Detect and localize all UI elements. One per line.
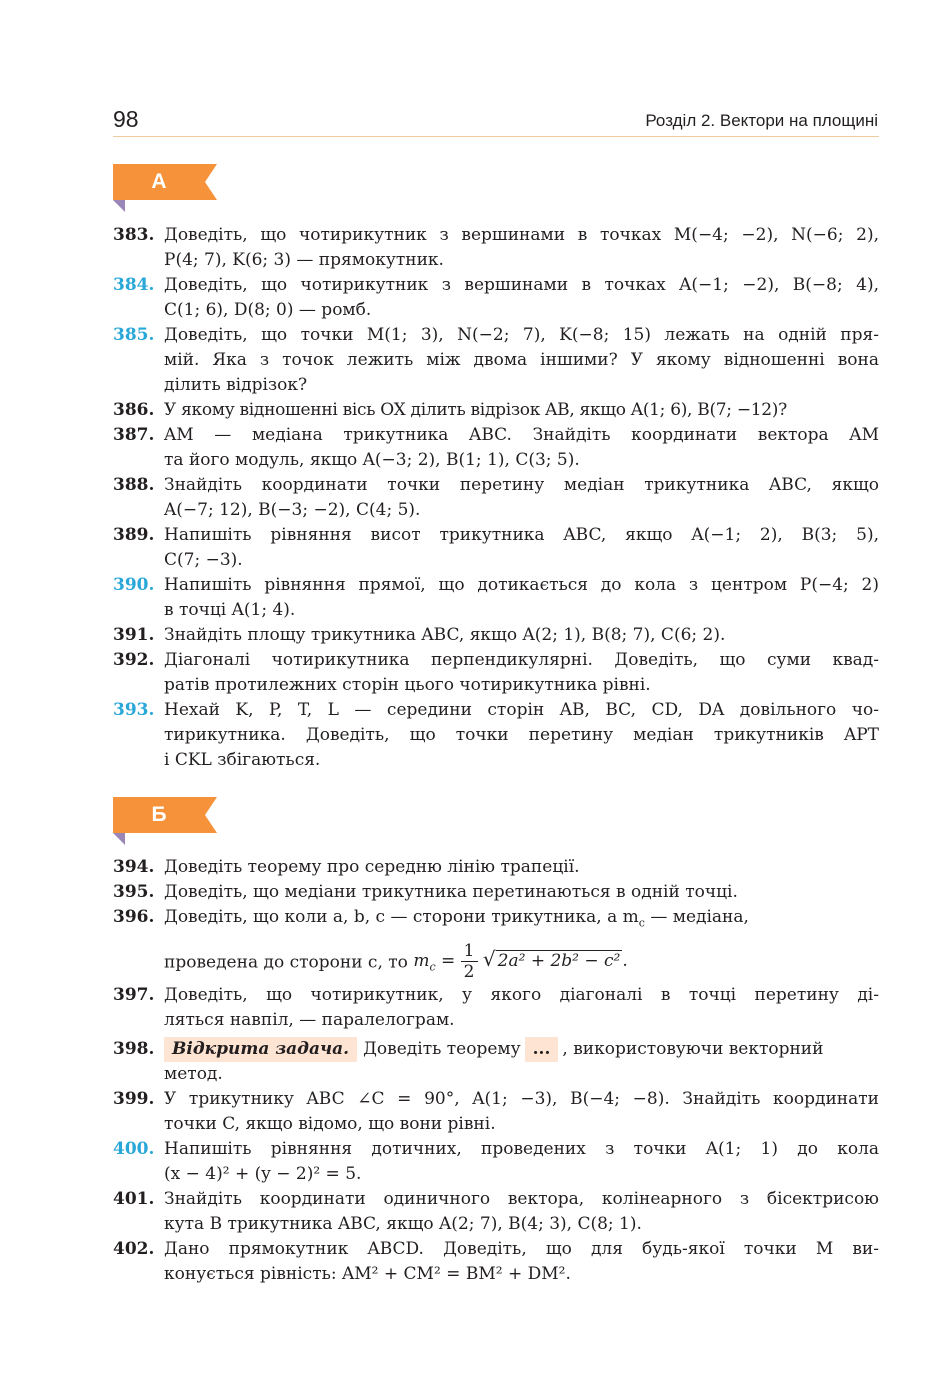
- problem-text-line: Доведіть, що чотирикутник з вершинами в точках M(−4; −2), N(−6; 2),: [164, 225, 879, 245]
- problem-text-line: У трикутнику ABC ∠C = 90°, A(1; −3), B(−4; −8). Знайдіть координати: [164, 1089, 879, 1110]
- problem-number: 400.: [113, 1139, 155, 1160]
- problem-384: [113, 273, 879, 323]
- problem-text: — медіана,: [644, 907, 749, 927]
- problem-text-line: C(7; −3).: [164, 550, 243, 570]
- subscript: c: [638, 916, 645, 930]
- problem-number: 389.: [113, 525, 155, 545]
- problem-text: Доведіть теорему: [363, 1039, 521, 1060]
- problem-text-line: ляться навпіл, — паралелограм.: [164, 1010, 455, 1031]
- problem-text-line: і CKL збігаються.: [164, 750, 321, 770]
- fraction-denominator: 2: [463, 962, 475, 983]
- problem-text-line: ратів протилежних сторін цього чотирикутника рівні.: [164, 675, 651, 695]
- problem-text-line: Знайдіть координати одиничного вектора, колінеарного з бісектрисою: [164, 1189, 879, 1210]
- problem-text-line: C(1; 6), D(8; 0) — ромб.: [164, 300, 372, 320]
- problem-397: [113, 983, 879, 1033]
- problem-list-a: [113, 223, 879, 773]
- problem-number: 390.: [113, 575, 155, 595]
- section-title: Розділ 2. Вектори на площині: [645, 111, 878, 130]
- problem-number: 394.: [113, 857, 155, 877]
- problem-text-line: Доведіть, що чотирикутник, у якого діагоналі в точці перетину ді-: [164, 985, 879, 1006]
- problem-text-line: Доведіть, що медіани трикутника перетинаються в одній точці.: [164, 882, 738, 902]
- problem-text-line: конується рівність: AM² + CM² = BM² + DM².: [164, 1264, 571, 1285]
- problem-text-line: Доведіть, що чотирикутник з вершинами в точках A(−1; −2), B(−8; 4),: [164, 275, 879, 295]
- problem-text-line: мій. Яка з точок лежить між двома іншими? У якому відношенні вона: [164, 350, 879, 370]
- problem-text-line: Доведіть теорему про середню лінію трапеції.: [164, 857, 580, 877]
- problem-text-line: [164, 905, 879, 935]
- formula-line: [164, 935, 879, 983]
- problem-396: [113, 905, 879, 983]
- formula-equals: =: [441, 951, 456, 972]
- formula-end: .: [622, 951, 628, 972]
- problem-400: [113, 1137, 879, 1187]
- problem-text-line: Доведіть, що точки M(1; 3), N(−2; 7), K(−8; 15) лежать на одній пря-: [164, 325, 879, 345]
- problem-number: 402.: [113, 1239, 155, 1260]
- problem-number: 386.: [113, 400, 155, 420]
- problem-399: [113, 1087, 879, 1137]
- problem-text-line: Напишіть рівняння висот трикутника ABC, якщо A(−1; 2), B(3; 5),: [164, 525, 879, 545]
- problem-number: 385.: [113, 325, 155, 345]
- problem-text-line: в точці A(1; 4).: [164, 600, 296, 620]
- fraction-numerator: 1: [461, 941, 478, 962]
- problem-383: [113, 223, 879, 273]
- problem-text: проведена до сторони c, то: [164, 953, 414, 974]
- problem-number: 399.: [113, 1089, 155, 1110]
- problem-text-line: A(−7; 12), B(−3; −2), C(4; 5).: [164, 500, 421, 520]
- problem-number: 395.: [113, 882, 155, 902]
- problem-text-line: У якому відношенні вісь OX ділить відрізок AB, якщо A(1; 6), B(7; −12)?: [164, 400, 787, 420]
- problem-number: 397.: [113, 985, 155, 1006]
- problem-402: [113, 1237, 879, 1287]
- fraction: [461, 941, 478, 982]
- problem-393: [113, 698, 879, 773]
- problem-text-line: точки C, якщо відомо, що вони рівні.: [164, 1114, 496, 1135]
- problem-number: 401.: [113, 1189, 155, 1210]
- problem-386: [113, 398, 879, 423]
- problem-number: 396.: [113, 907, 155, 927]
- problem-text-line: AM — медіана трикутника ABC. Знайдіть координати вектора AM: [164, 425, 879, 445]
- problem-395: [113, 880, 879, 905]
- problem-text-line: Дано прямокутник ABCD. Доведіть, що для будь-якої точки M ви-: [164, 1239, 879, 1260]
- problem-list-b: [113, 855, 879, 1287]
- problem-text-line: Нехай K, P, T, L — середини сторін AB, BC, CD, DA довільного чо-: [164, 700, 879, 720]
- problem-394: [113, 855, 879, 880]
- problem-text-line: ділить відрізок?: [164, 375, 308, 395]
- problem-number: 393.: [113, 700, 155, 720]
- problem-385: [113, 323, 879, 398]
- problem-392: [113, 648, 879, 698]
- header-rule: [113, 136, 879, 137]
- problem-text-line: P(4; 7), K(6; 3) — прямокутник.: [164, 250, 444, 270]
- level-a-banner: [113, 164, 217, 200]
- problem-401: [113, 1187, 879, 1237]
- problem-text-line: тирикутника. Доведіть, що точки перетину медіан трикутників APT: [164, 725, 879, 745]
- problem-number: 392.: [113, 650, 155, 670]
- problem-text-line: метод.: [164, 1064, 223, 1085]
- level-a-label: А: [151, 170, 167, 193]
- problem-398: [113, 1037, 879, 1087]
- formula-subscript: c: [429, 960, 436, 974]
- problem-text: , використовуючи векторний: [562, 1039, 824, 1060]
- problem-text-line: (x − 4)² + (y − 2)² = 5.: [164, 1164, 362, 1185]
- problem-number: 384.: [113, 275, 155, 295]
- problem-text-line: та його модуль, якщо A(−3; 2), B(1; 1), C(3; 5).: [164, 450, 580, 470]
- radicand: 2a² + 2b² − c²: [497, 951, 621, 972]
- problem-text-line: Знайдіть площу трикутника ABC, якщо A(2; 1), B(8; 7), C(6; 2).: [164, 625, 726, 645]
- problem-text-line: Знайдіть координати точки перетину медіан трикутника ABC, якщо: [164, 475, 879, 495]
- problem-number: 388.: [113, 475, 155, 495]
- level-b-banner: [113, 797, 217, 833]
- formula-lhs: m: [413, 951, 430, 972]
- problem-text-line: Діагоналі чотирикутника перпендикулярні. Доведіть, що суми квад-: [164, 650, 879, 670]
- problem-387: [113, 423, 879, 473]
- problem-389: [113, 523, 879, 573]
- sqrt-sign: √: [482, 947, 496, 972]
- level-b-label: Б: [151, 803, 167, 826]
- problem-number: 391.: [113, 625, 155, 645]
- problem-text-line: Напишіть рівняння прямої, що дотикається до кола з центром P(−4; 2): [164, 575, 879, 595]
- problem-text-line: Напишіть рівняння дотичних, проведених з точки A(1; 1) до кола: [164, 1139, 879, 1160]
- problem-388: [113, 473, 879, 523]
- open-task-tag: Відкрита задача.: [164, 1037, 357, 1062]
- problem-391: [113, 623, 879, 648]
- problem-number: 398.: [113, 1039, 155, 1060]
- page-number: 98: [113, 106, 139, 132]
- problem-text-line: [164, 1037, 879, 1062]
- problem-text: Доведіть, що коли a, b, c — сторони трикутника, а m: [164, 907, 639, 927]
- ellipsis-placeholder: ...: [525, 1037, 559, 1062]
- problem-390: [113, 573, 879, 623]
- problem-number: 387.: [113, 425, 155, 445]
- problem-text-line: кута B трикутника ABC, якщо A(2; 7), B(4; 3), C(8; 1).: [164, 1214, 642, 1235]
- problem-number: 383.: [113, 225, 155, 245]
